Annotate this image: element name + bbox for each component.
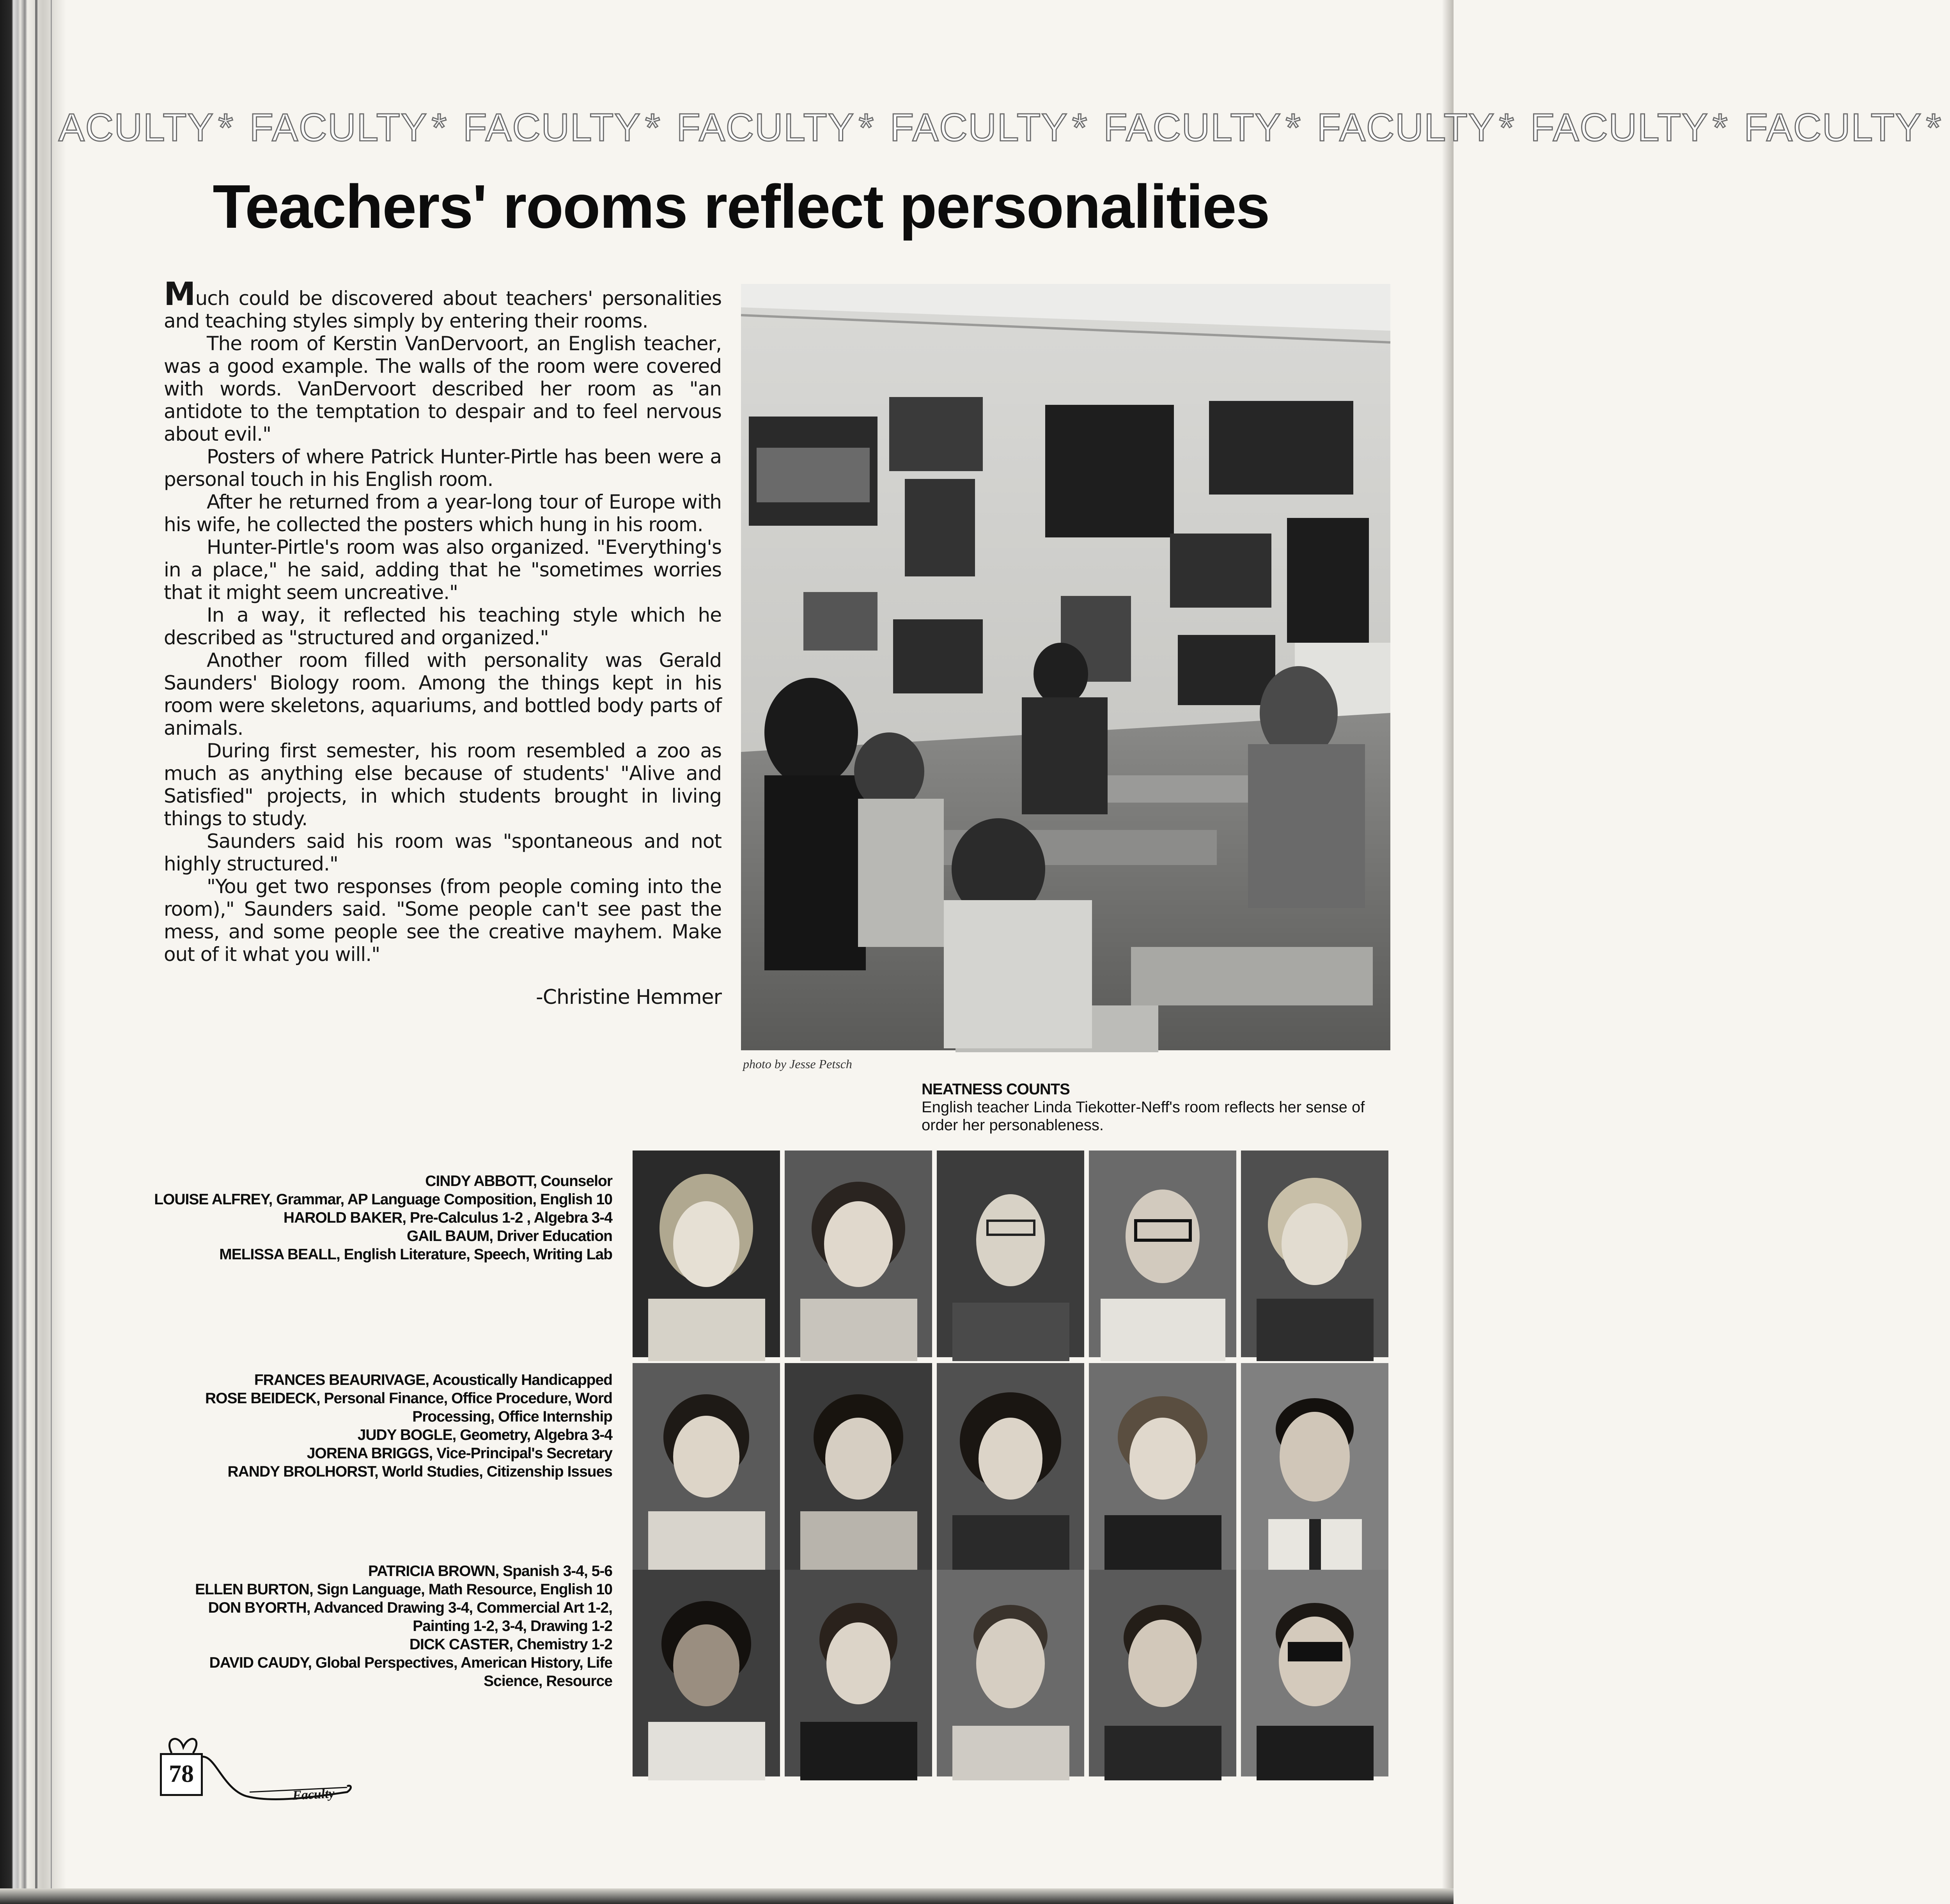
article-paragraph: "You get two responses (from people coming into the room)," Saunders said. "Some people can't see past the mess, and some people see the creative mayhem. Make out of it what you will." <box>164 875 722 966</box>
portrait-photo <box>633 1151 780 1357</box>
article-paragraph: Posters of where Patrick Hunter-Pirtle has been were a personal touch in his English room. <box>164 445 722 491</box>
faculty-name: GAIL BAUM, Driver Education <box>406 1228 612 1245</box>
portrait-photo <box>937 1151 1084 1357</box>
banner-separator: * <box>431 106 448 149</box>
article-paragraph: The room of Kerstin VanDervoort, an English teacher, was a good example. The walls of the room were covered with words. VanDervoort described her room as "an antidote to the temptation to despair and to feel nervous about evil." <box>164 332 722 445</box>
section-tag: Faculty <box>292 1786 335 1803</box>
banner-word: FACULTY <box>1103 106 1282 149</box>
classroom-photo <box>741 284 1390 1050</box>
portrait-photo <box>1241 1151 1388 1357</box>
portrait-photo <box>633 1570 780 1776</box>
binding-line <box>35 0 37 1904</box>
portrait-row <box>633 1570 1389 1776</box>
faculty-name: LOUISE ALFREY, Grammar, AP Language Composition, English 10 <box>154 1191 612 1208</box>
banner-separator: * <box>1072 106 1088 149</box>
faculty-name: HAROLD BAKER, Pre-Calculus 1-2 , Algebra 3-4 <box>283 1209 612 1226</box>
article-paragraph: Another room filled with personality was Gerald Saunders' Biology room. Among the things kept in his room were skeletons, aquariums, and bottled body parts of animals. <box>164 649 722 739</box>
portrait-photo <box>1089 1151 1236 1357</box>
binding-line <box>51 0 52 1904</box>
faculty-names-row <box>148 1562 612 1690</box>
banner-word: FACULTY <box>890 106 1068 149</box>
page-edge <box>0 1888 1454 1904</box>
faculty-name: ELLEN BURTON, Sign Language, Math Resource, English 10 <box>195 1581 612 1598</box>
page-title: Teachers' rooms reflect personalities <box>213 172 1269 241</box>
faculty-name: PATRICIA BROWN, Spanish 3-4, 5-6 <box>368 1563 612 1580</box>
portrait-photo <box>1241 1363 1388 1570</box>
faculty-name: CINDY ABBOTT, Counselor <box>425 1173 612 1190</box>
page-edge <box>1442 0 1454 1904</box>
byline: -Christine Hemmer <box>535 986 722 1009</box>
classroom-illustration <box>741 284 1390 1050</box>
drop-cap: M <box>164 276 195 313</box>
page-number-tag <box>156 1730 359 1808</box>
photo-caption <box>922 1080 1382 1134</box>
faculty-name: JORENA BRIGGS, Vice-Principal's Secretary <box>307 1445 612 1462</box>
banner-separator: * <box>645 106 661 149</box>
book-binding <box>0 0 66 1904</box>
faculty-name: DAVID CAUDY, Global Perspectives, American History, Life Science, Resource <box>209 1654 612 1689</box>
faculty-banner <box>58 105 1942 164</box>
faculty-names-row <box>148 1371 612 1481</box>
caption-title: NEATNESS COUNTS <box>922 1081 1070 1098</box>
faculty-name: MELISSA BEALL, English Literature, Speech, Writing Lab <box>219 1246 612 1263</box>
banner-word: FACULTY <box>463 106 641 149</box>
article-paragraph <box>164 276 722 332</box>
portrait-photo <box>785 1570 932 1776</box>
faculty-name: JUDY BOGLE, Geometry, Algebra 3-4 <box>357 1427 612 1443</box>
portrait-photo <box>937 1363 1084 1570</box>
faculty-name: RANDY BROLHORST, World Studies, Citizenship Issues <box>227 1463 612 1480</box>
photo-credit: photo by Jesse Petsch <box>743 1057 852 1071</box>
banner-word: FACULTY <box>1530 106 1709 149</box>
portrait-photo <box>633 1363 780 1570</box>
faculty-name: DICK CASTER, Chemistry 1-2 <box>409 1636 612 1653</box>
banner-word: ACULTY <box>58 106 214 149</box>
article-paragraph: Hunter-Pirtle's room was also organized. "Everything's in a place," he said, adding that he "sometimes worries that it might seem uncreative." <box>164 536 722 604</box>
banner-word: FACULTY <box>249 106 428 149</box>
portrait-photo <box>937 1570 1084 1776</box>
portrait-photo <box>785 1151 932 1357</box>
article-paragraph: Saunders said his room was "spontaneous and not highly structured." <box>164 830 722 875</box>
banner-word: FACULTY <box>676 106 855 149</box>
faculty-names-row <box>148 1172 612 1264</box>
banner-separator: * <box>1926 106 1942 149</box>
portrait-photo <box>1089 1570 1236 1776</box>
banner-separator: * <box>218 106 234 149</box>
banner-separator: * <box>858 106 875 149</box>
portrait-photo <box>785 1363 932 1570</box>
portrait-row <box>633 1363 1389 1570</box>
faculty-name: DON BYORTH, Advanced Drawing 3-4, Commercial Art 1-2, Painting 1-2, 3-4, Drawing 1-2 <box>208 1599 612 1635</box>
article-paragraph: In a way, it reflected his teaching style which he described as "structured and organized." <box>164 604 722 649</box>
article-paragraph: During first semester, his room resembled a zoo as much as anything else because of students' "Alive and Satisfied" projects, in which students brought in living things to study. <box>164 739 722 830</box>
page-number: 78 <box>160 1753 203 1796</box>
banner-word: FACULTY <box>1744 106 1922 149</box>
faculty-name: FRANCES BEAURIVAGE, Acoustically Handicapped <box>254 1372 612 1388</box>
portrait-photo <box>1241 1570 1388 1776</box>
caption-text: English teacher Linda Tiekotter-Neff's room reflects her sense of order her personableness. <box>922 1099 1365 1134</box>
article-paragraph: After he returned from a year-long tour of Europe with his wife, he collected the posters which hung in his room. <box>164 491 722 536</box>
banner-separator: * <box>1712 106 1728 149</box>
portrait-photo <box>1089 1363 1236 1570</box>
banner-separator: * <box>1285 106 1302 149</box>
portrait-row <box>633 1151 1389 1357</box>
paragraph-text: uch could be discovered about teachers' personalities and teaching styles simply by entering their rooms. <box>164 287 722 332</box>
faculty-name: ROSE BEIDECK, Personal Finance, Office Procedure, Word Processing, Office Internship <box>205 1390 612 1425</box>
banner-word: FACULTY <box>1317 106 1495 149</box>
banner-separator: * <box>1499 106 1515 149</box>
article-body <box>164 276 722 1009</box>
